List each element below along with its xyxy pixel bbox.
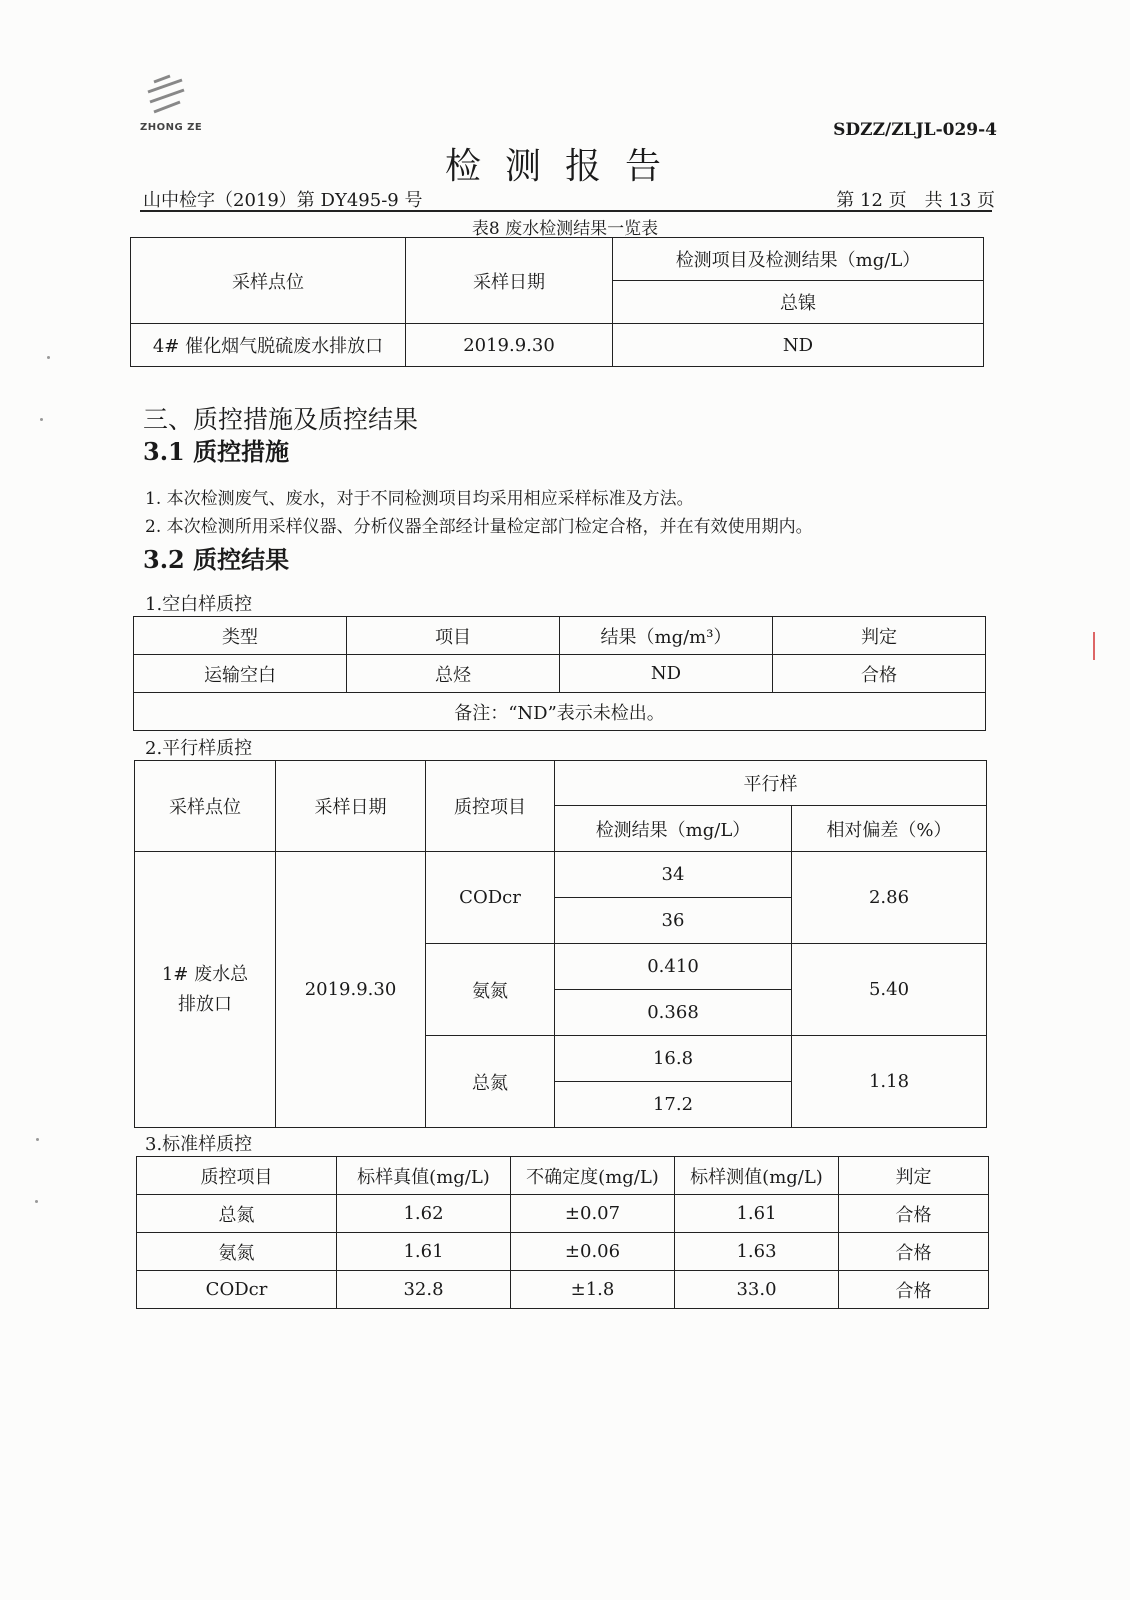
- scan-speck: [47, 356, 50, 359]
- cell-judge: 合格: [839, 1195, 989, 1233]
- header-uncertainty: 不确定度(mg/L): [511, 1157, 675, 1195]
- wastewater-results-table: [130, 237, 984, 367]
- cell-item: CODcr: [426, 852, 555, 944]
- cell-measured: 1.63: [675, 1233, 839, 1271]
- header-site: 采样点位: [135, 761, 276, 852]
- header-divider: [140, 210, 992, 212]
- cell-true-value: 1.62: [337, 1195, 511, 1233]
- header-result: 检测结果（mg/L）: [555, 806, 792, 852]
- paragraph-2: 2. 本次检测所用采样仪器、分析仪器全部经计量检定部门检定合格，并在有效使用期内。: [145, 517, 813, 537]
- header-parallel: 平行样: [555, 761, 987, 806]
- cell-uncertainty: ±0.07: [511, 1195, 675, 1233]
- parallel-qc-label: 2.平行样质控: [145, 738, 253, 759]
- header-items: 检测项目及检测结果（mg/L）: [613, 238, 984, 281]
- paragraph-1: 1. 本次检测废气、废水，对于不同检测项目均采用相应采样标准及方法。: [145, 489, 694, 509]
- cell-item: 氨氮: [137, 1233, 337, 1271]
- scan-speck: [40, 418, 43, 421]
- cell-measured: 33.0: [675, 1271, 839, 1309]
- cell-result: 0.368: [555, 990, 792, 1036]
- cell-item: 总氮: [137, 1195, 337, 1233]
- cell-uncertainty: ±1.8: [511, 1271, 675, 1309]
- cell-measured: 1.61: [675, 1195, 839, 1233]
- cell-true-value: 1.61: [337, 1233, 511, 1271]
- scan-mark: [1093, 632, 1095, 660]
- header-date: 采样日期: [406, 238, 613, 324]
- header-item: 质控项目: [137, 1157, 337, 1195]
- site-text: 1# 废水总排放口: [161, 963, 249, 1015]
- section-heading: 三、质控措施及质控结果: [143, 405, 419, 434]
- blank-qc-table: [133, 616, 986, 731]
- cell-date: 2019.9.30: [406, 324, 613, 367]
- cell-nickel: ND: [613, 324, 984, 367]
- cell-deviation: 2.86: [792, 852, 987, 944]
- logo-mark-icon: [140, 72, 200, 122]
- header-type: 类型: [134, 617, 347, 655]
- cell-site: [135, 852, 276, 1128]
- page-number: 第 12 页 共 13 页: [836, 190, 995, 211]
- scan-speck: [35, 1200, 38, 1203]
- cell-deviation: 5.40: [792, 944, 987, 1036]
- header-measured: 标样测值(mg/L): [675, 1157, 839, 1195]
- cell-item: CODcr: [137, 1271, 337, 1309]
- cell-date: 2019.9.30: [276, 852, 426, 1128]
- document-code: SDZZ/ZLJL-029-4: [833, 120, 997, 140]
- header-judge: 判定: [839, 1157, 989, 1195]
- company-logo: [140, 72, 210, 138]
- cell-true-value: 32.8: [337, 1271, 511, 1309]
- cell-result: 36: [555, 898, 792, 944]
- standard-qc-table: [136, 1156, 989, 1309]
- subsection-3-2: 3.2 质控结果: [143, 545, 290, 574]
- table-note: 备注：“ND”表示未检出。: [134, 693, 986, 731]
- cell-result: 16.8: [555, 1036, 792, 1082]
- cell-result: 0.410: [555, 944, 792, 990]
- cell-site: 4# 催化烟气脱硫废水排放口: [131, 324, 406, 367]
- subsection-3-1: 3.1 质控措施: [143, 437, 290, 466]
- cell-result: 17.2: [555, 1082, 792, 1128]
- table8-caption: 表8 废水检测结果一览表: [471, 219, 659, 239]
- cell-result: ND: [560, 655, 773, 693]
- parallel-qc-table: [134, 760, 987, 1128]
- scan-speck: [36, 1138, 39, 1141]
- header-true-value: 标样真值(mg/L): [337, 1157, 511, 1195]
- header-date: 采样日期: [276, 761, 426, 852]
- cell-type: 运输空白: [134, 655, 347, 693]
- header-item: 质控项目: [426, 761, 555, 852]
- page-title: 检测报告: [444, 146, 685, 187]
- cell-deviation: 1.18: [792, 1036, 987, 1128]
- cell-judge: 合格: [773, 655, 986, 693]
- header-deviation: 相对偏差（%）: [792, 806, 987, 852]
- header-judge: 判定: [773, 617, 986, 655]
- blank-qc-label: 1.空白样质控: [145, 594, 253, 615]
- cell-judge: 合格: [839, 1271, 989, 1309]
- header-nickel: 总镍: [613, 281, 984, 324]
- cell-result: 34: [555, 852, 792, 898]
- report-number: 山中检字（2019）第 DY495-9 号: [143, 190, 423, 211]
- cell-item: 氨氮: [426, 944, 555, 1036]
- cell-item: 总氮: [426, 1036, 555, 1128]
- header-item: 项目: [347, 617, 560, 655]
- logo-text: ZHONG ZE: [140, 122, 203, 133]
- header-result: 结果（mg/m³）: [560, 617, 773, 655]
- cell-judge: 合格: [839, 1233, 989, 1271]
- cell-uncertainty: ±0.06: [511, 1233, 675, 1271]
- header-site: 采样点位: [131, 238, 406, 324]
- standard-qc-label: 3.标准样质控: [145, 1134, 253, 1155]
- cell-item: 总烃: [347, 655, 560, 693]
